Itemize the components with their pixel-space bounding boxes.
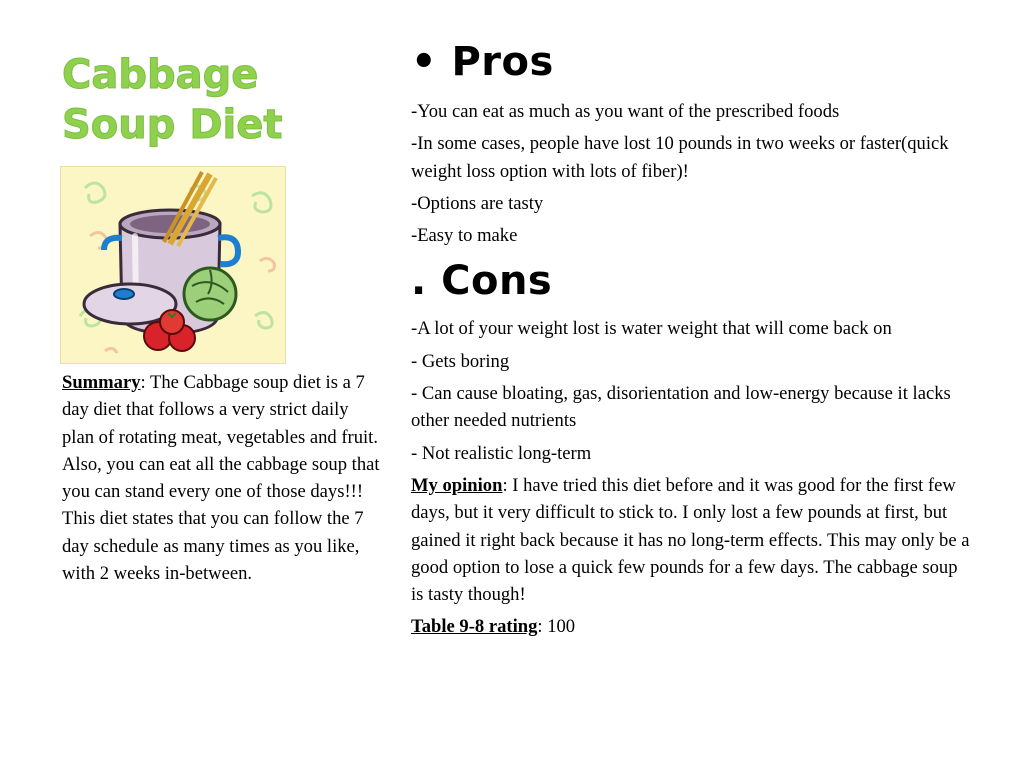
rating-line xyxy=(411,613,971,640)
soup-pot-icon xyxy=(60,166,286,364)
rating-label: Table 9-8 rating xyxy=(411,616,538,638)
summary-text: : The Cabbage soup diet is a 7 day diet that follows a very strict daily plan of rotating meat, vegetables and fruit. Also, you can eat all the cabbage soup that you can stand every one of those days!!! This diet states that you can follow the 7 day schedule as many times as you like, with 2 weeks in-between. xyxy=(62,372,380,585)
pro-item: -You can eat as much as you want of the prescribed foods xyxy=(411,101,840,122)
pro-item: -Easy to make xyxy=(411,225,518,247)
summary-paragraph xyxy=(62,369,380,587)
con-item: - Gets boring xyxy=(411,350,510,372)
opinion-label: My opinion xyxy=(411,474,503,496)
con-item: - Can cause bloating, gas, disorientation and low-energy because it lacks other needed nutrients xyxy=(411,383,951,432)
pro-item: -In some cases, people have lost 10 pounds in two weeks or faster(quick weight loss option with lots of fiber)! xyxy=(411,133,949,182)
cons-heading: . Cons xyxy=(411,258,553,305)
con-item: -A lot of your weight lost is water weight that will come back on xyxy=(411,318,892,340)
title-line-2: Soup Diet xyxy=(62,102,283,148)
slide-title xyxy=(62,50,382,150)
title-line-1: Cabbage xyxy=(62,52,259,98)
pros-cons-panel xyxy=(411,36,971,646)
rating-value: : 100 xyxy=(537,616,576,638)
pros-heading: • Pros xyxy=(411,39,554,85)
pro-item: -Options are tasty xyxy=(411,192,544,214)
opinion-text: : I have tried this diet before and it was good for the first few days, but it very difficult to stick to. I only lost a few pounds at first, but gained it right back because it has no long-term effects. This may only be a good option to lose a quick few pounds for a few days. The cabbage soup is tasty though! xyxy=(411,474,970,606)
con-item: - Not realistic long-term xyxy=(411,442,592,464)
summary-label: Summary xyxy=(62,372,141,393)
opinion-paragraph xyxy=(411,472,971,608)
